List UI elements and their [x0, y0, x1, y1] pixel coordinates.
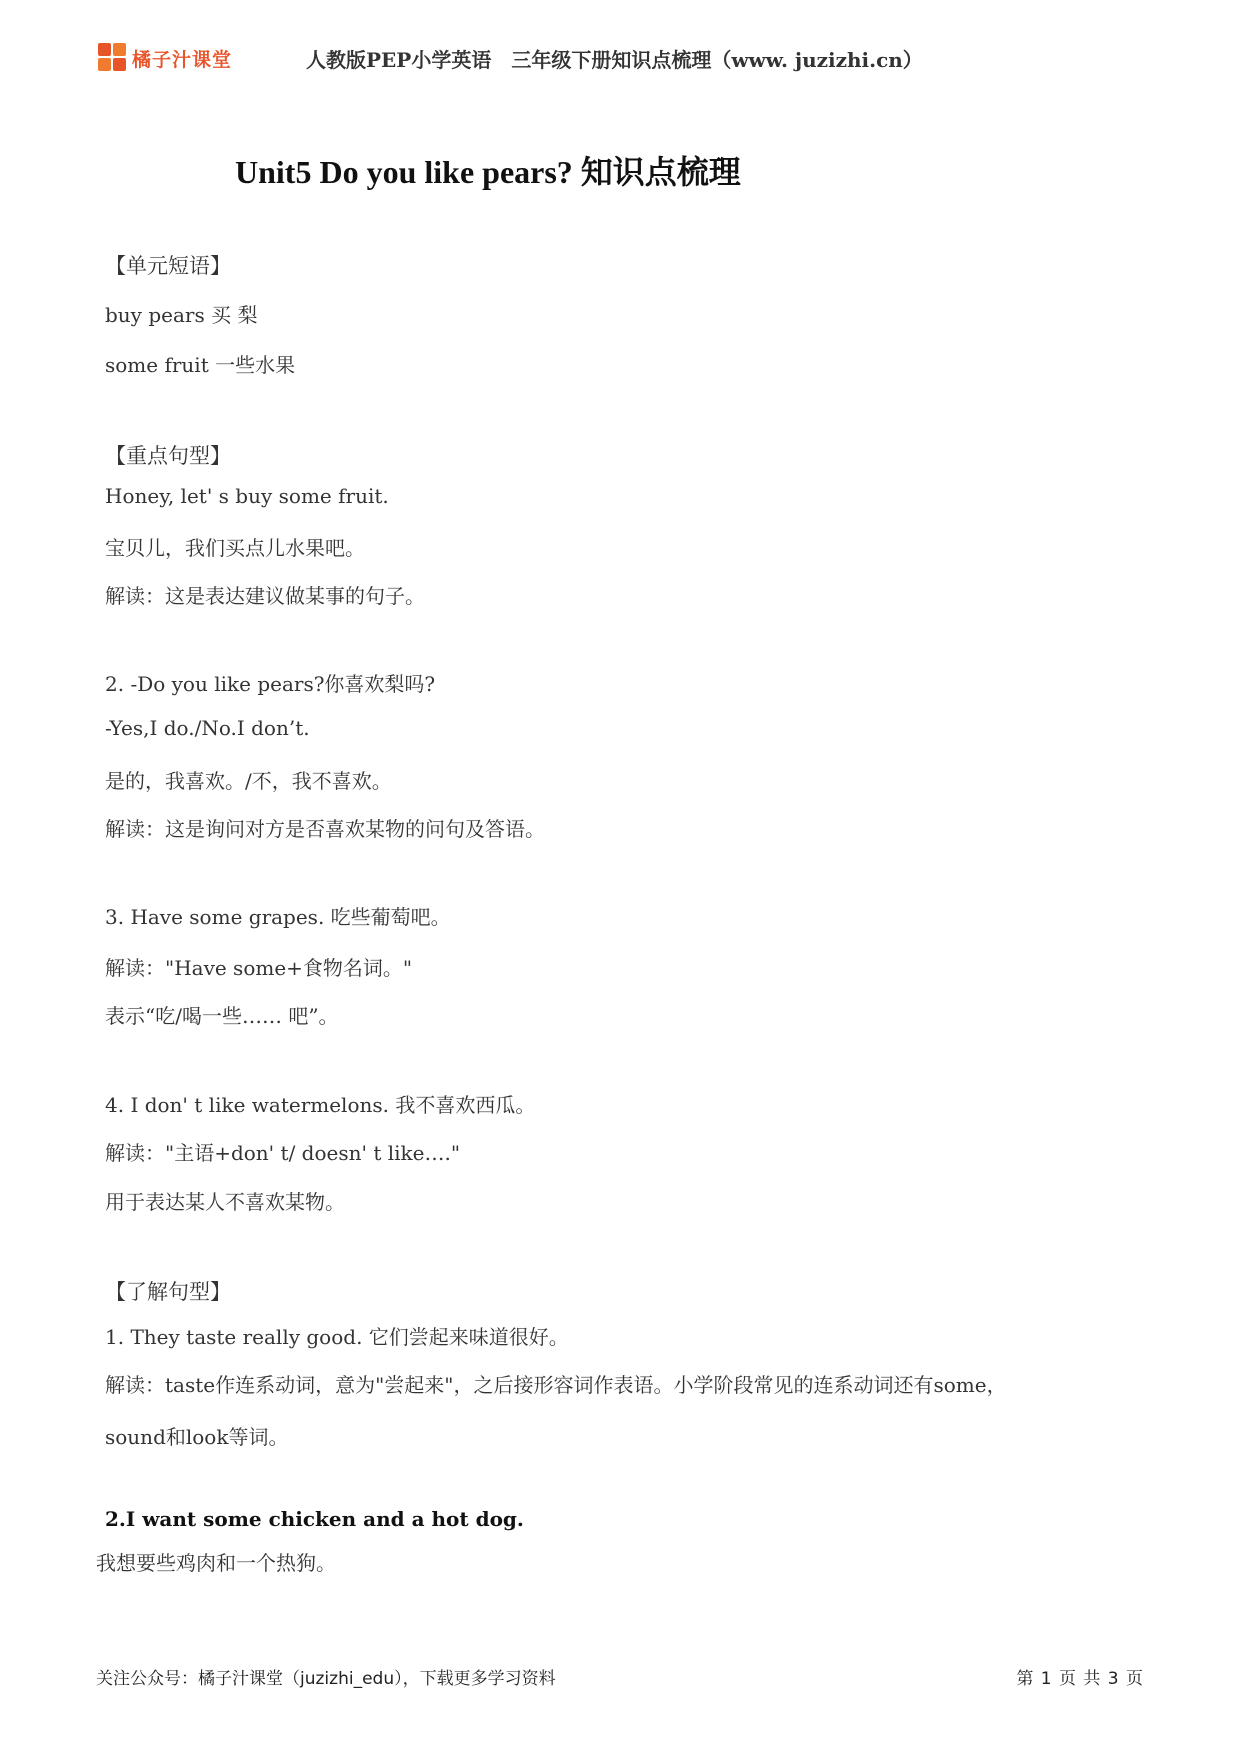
footer-page-number: 第 1 页 共 3 页 — [1016, 1669, 1144, 1689]
text-line: 表示“吃/喝一些…… 吧”。 — [105, 1004, 339, 1028]
header-title: 人教版PEP小学英语 三年级下册知识点梳理（www. juzizhi.cn） — [306, 48, 923, 72]
section-heading: 【了解句型】 — [105, 1280, 231, 1304]
footer-left: 关注公众号：橘子汁课堂（juzizhi_edu），下载更多学习资料 — [96, 1669, 556, 1689]
text-line: 2.I want some chicken and a hot dog. — [105, 1507, 524, 1531]
text-line: 3. Have some grapes. 吃些葡萄吧。 — [105, 905, 451, 929]
logo-mark-icon — [98, 43, 128, 73]
text-line: 1. They taste really good. 它们尝起来味道很好。 — [105, 1325, 569, 1349]
text-line: 用于表达某人不喜欢某物。 — [105, 1190, 345, 1214]
text-line: 解读："Have some+食物名词。" — [105, 956, 413, 980]
logo — [98, 43, 233, 75]
text-line: 解读：taste作连系动词，意为"尝起来"，之后接形容词作表语。小学阶段常见的连系动词还有some， — [105, 1373, 1007, 1397]
text-line: sound和look等词。 — [105, 1425, 289, 1449]
text-line: 是的，我喜欢。/不，我不喜欢。 — [105, 769, 392, 793]
text-line: -Yes,I do./No.I don’t. — [105, 716, 310, 740]
text-line: 解读：这是表达建议做某事的句子。 — [105, 584, 425, 608]
text-line: 解读：这是询问对方是否喜欢某物的问句及答语。 — [105, 817, 545, 841]
text-line: 宝贝儿，我们买点儿水果吧。 — [105, 536, 365, 560]
logo-text: 橘子汁课堂 — [132, 49, 233, 71]
section-heading: 【重点句型】 — [105, 444, 231, 468]
text-line: Honey, let' s buy some fruit. — [105, 484, 389, 508]
page-header — [0, 0, 1240, 110]
text-line: 解读："主语+don' t/ doesn' t like…." — [105, 1141, 461, 1165]
text-line: buy pears 买 梨 — [105, 303, 258, 327]
document-title: Unit5 Do you like pears? 知识点梳理 — [235, 154, 741, 190]
section-heading: 【单元短语】 — [105, 254, 231, 278]
text-line: 我想要些鸡肉和一个热狗。 — [96, 1551, 336, 1575]
text-line: 4. I don' t like watermelons. 我不喜欢西瓜。 — [105, 1093, 536, 1117]
text-line: 2. -Do you like pears?你喜欢梨吗? — [105, 672, 436, 696]
text-line: some fruit 一些水果 — [105, 353, 296, 377]
